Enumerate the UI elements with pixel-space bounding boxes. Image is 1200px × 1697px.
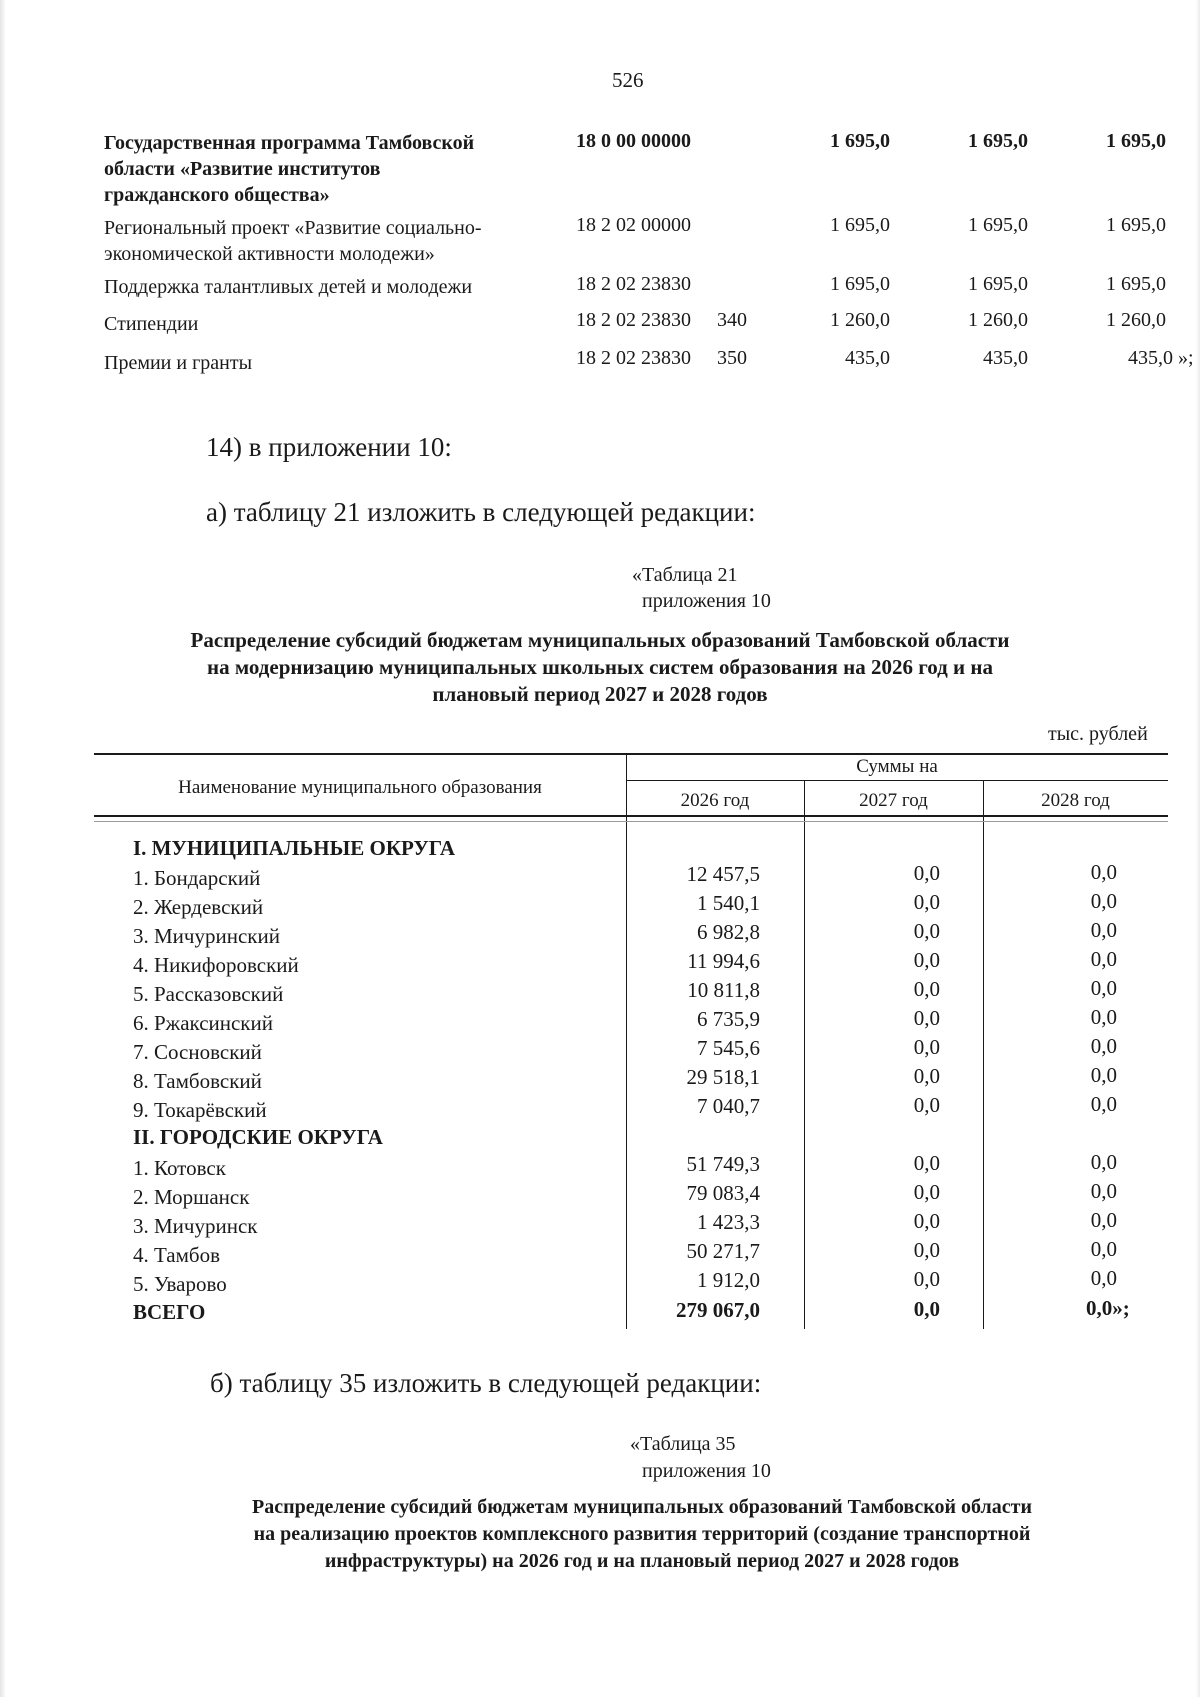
table21-header-2028: 2028 год xyxy=(1041,790,1110,811)
budget-row-2026: 1 695,0 xyxy=(830,130,890,152)
table21-row-2026: 12 457,5 xyxy=(686,862,760,886)
table21-row-2028: 0,0 xyxy=(1090,1237,1117,1261)
table21-title: Распределение субсидий бюджетам муниципальных образований Тамбовской области на модернизацию муниципальных школьных систем образования на 2026 год и на плановый период 2027 и 2028 годов xyxy=(190,628,1010,706)
table21-body-top xyxy=(94,821,1168,822)
table21-row-2026: 7 040,7 xyxy=(697,1094,760,1118)
table21-row-2027: 0,0 xyxy=(913,948,940,972)
table21-sums-divider xyxy=(626,780,1168,781)
table21-row-2027: 0,0 xyxy=(913,1035,940,1059)
table21-row-2027: 0,0 xyxy=(913,1238,940,1262)
table21-row-2027: 0,0 xyxy=(913,1151,940,1175)
table21-row-2027: 0,0 xyxy=(913,1006,940,1030)
table21-header-name: Наименование муниципального образования xyxy=(178,777,542,798)
table21-row-2028: 0,0 xyxy=(1090,1063,1117,1087)
table21-row-2028: 0,0 xyxy=(1090,947,1117,971)
table21-row-name: 2. Моршанск xyxy=(133,1185,250,1209)
table21-caption-line1: «Таблица 21 xyxy=(632,564,738,586)
table21-row-2028: 0,0 xyxy=(1090,1179,1117,1203)
budget-row-2028: 1 695,0 xyxy=(1106,273,1166,295)
budget-row-2028: 1 260,0 xyxy=(1106,309,1166,331)
budget-row-2028: 1 695,0 xyxy=(1106,214,1166,236)
table21-total-2027: 0,0 xyxy=(913,1297,940,1321)
table21-row-2027: 0,0 xyxy=(913,1064,940,1088)
table21-row-2028: 0,0 xyxy=(1090,1005,1117,1029)
budget-row-2027: 1 695,0 xyxy=(968,130,1028,152)
table21-row-2027: 0,0 xyxy=(913,919,940,943)
table35-title: Распределение субсидий бюджетам муниципальных образований Тамбовской области на реализацию проектов комплексного развития территорий (создание транспортной инфраструктуры) на 2026 год и на плановый период 2027 и 2028 годов xyxy=(252,1496,1032,1572)
table21-top-border xyxy=(94,753,1168,755)
budget-row-code: 18 2 02 23830 xyxy=(576,273,691,295)
table21-row-name: 9. Токарёвский xyxy=(133,1098,267,1122)
table21-caption-line2: приложения 10 xyxy=(642,590,771,612)
table21-row-name: 8. Тамбовский xyxy=(133,1069,262,1093)
table21-row-name: 3. Мичуринский xyxy=(133,924,280,948)
budget-row-name: Стипендии xyxy=(104,313,199,335)
budget-row-code: 18 2 02 23830 xyxy=(576,347,691,369)
table21-row-name: 4. Тамбов xyxy=(133,1243,221,1267)
budget-row-vr: 350 xyxy=(717,347,747,369)
table21-row-2027: 0,0 xyxy=(913,1180,940,1204)
table21-section-heading: II. ГОРОДСКИЕ ОКРУГА xyxy=(133,1125,383,1149)
table21-row-2028: 0,0 xyxy=(1090,1208,1117,1232)
budget-row-2026: 1 260,0 xyxy=(830,309,890,331)
table21-col-divider-1 xyxy=(626,753,627,1329)
table21-row-name: 5. Уварово xyxy=(133,1272,227,1296)
table35-caption-line1: «Таблица 35 xyxy=(630,1433,736,1455)
budget-row-name: Премии и гранты xyxy=(104,352,253,374)
scan-edge-left xyxy=(0,0,6,1697)
table21-row-2026: 1 423,3 xyxy=(697,1210,760,1234)
table21-header-sums: Суммы на xyxy=(856,756,938,777)
budget-row-2026: 435,0 xyxy=(845,347,890,369)
table21-row-2026: 50 271,7 xyxy=(686,1239,760,1263)
table21-row-2026: 10 811,8 xyxy=(687,978,760,1002)
table21-row-2026: 1 912,0 xyxy=(697,1268,760,1292)
table21-header-bottom xyxy=(94,815,1168,817)
table21-row-name: 6. Ржаксинский xyxy=(133,1011,273,1035)
scan-edge-right xyxy=(1196,0,1200,1697)
table21-row-2026: 7 545,6 xyxy=(697,1036,760,1060)
item-a-heading: а) таблицу 21 изложить в следующей редакции: xyxy=(206,497,756,527)
table21-row-2026: 6 735,9 xyxy=(697,1007,760,1031)
table21-total-2028: 0,0»; xyxy=(1086,1296,1130,1320)
table21-row-2026: 51 749,3 xyxy=(686,1152,760,1176)
budget-row-vr: 340 xyxy=(717,309,747,331)
table21-col-divider-3 xyxy=(983,780,984,1329)
budget-row-2027: 435,0 xyxy=(983,347,1028,369)
budget-row-2027: 1 260,0 xyxy=(968,309,1028,331)
table21-row-2028: 0,0 xyxy=(1090,889,1117,913)
page-number: 526 xyxy=(612,68,644,92)
budget-row-2027: 1 695,0 xyxy=(968,214,1028,236)
table21-units: тыс. рублей xyxy=(1048,723,1148,745)
table21-row-name: 1. Котовск xyxy=(133,1156,226,1180)
item-b-heading: б) таблицу 35 изложить в следующей редакции: xyxy=(210,1368,762,1398)
table21-row-2026: 1 540,1 xyxy=(697,891,760,915)
table21-row-2028: 0,0 xyxy=(1090,860,1117,884)
table21-row-2028: 0,0 xyxy=(1090,1034,1117,1058)
table21-total-2026: 279 067,0 xyxy=(676,1298,760,1322)
table21-row-name: 7. Сосновский xyxy=(133,1040,262,1064)
table21-header-2026: 2026 год xyxy=(680,790,750,811)
table35-caption-line2: приложения 10 xyxy=(642,1460,771,1482)
table21-row-2026: 11 994,6 xyxy=(687,949,760,973)
table21-row-2027: 0,0 xyxy=(913,1093,940,1117)
table21-row-2028: 0,0 xyxy=(1090,1092,1117,1116)
budget-row-code: 18 2 02 00000 xyxy=(576,214,691,236)
table21-row-2026: 6 982,8 xyxy=(697,920,760,944)
budget-row-2028: 435,0 »; xyxy=(1128,347,1194,369)
table21-row-name: 1. Бондарский xyxy=(133,866,261,890)
table21-row-2027: 0,0 xyxy=(913,861,940,885)
budget-row-code: 18 2 02 23830 xyxy=(576,309,691,331)
budget-row-name: Государственная программа Тамбовской области «Развитие институтов гражданского общества» xyxy=(104,132,475,206)
table21-row-name: 3. Мичуринск xyxy=(133,1214,258,1238)
budget-row-code: 18 0 00 00000 xyxy=(576,130,691,152)
table21-row-2027: 0,0 xyxy=(913,1209,940,1233)
table21-row-name: 4. Никифоровский xyxy=(133,953,299,977)
table21-row-2027: 0,0 xyxy=(913,890,940,914)
table21-header-2027: 2027 год xyxy=(859,790,928,811)
budget-row-name: Поддержка талантливых детей и молодежи xyxy=(104,276,473,298)
table21-row-2026: 79 083,4 xyxy=(686,1181,760,1205)
table21-section-heading: I. МУНИЦИПАЛЬНЫЕ ОКРУГА xyxy=(133,836,456,860)
table21-row-2028: 0,0 xyxy=(1090,1150,1117,1174)
table21-row-2027: 0,0 xyxy=(913,1267,940,1291)
table21-row-2028: 0,0 xyxy=(1090,976,1117,1000)
table21-row-2028: 0,0 xyxy=(1090,1266,1117,1290)
table21-col-divider-2 xyxy=(804,780,805,1329)
item-14-heading: 14) в приложении 10: xyxy=(206,432,452,462)
table21-row-2028: 0,0 xyxy=(1090,918,1117,942)
table21-total-label: ВСЕГО xyxy=(133,1300,206,1324)
budget-row-2028: 1 695,0 xyxy=(1106,130,1166,152)
table21-row-2027: 0,0 xyxy=(913,977,940,1001)
budget-row-name: Региональный проект «Развитие социально- экономической активности молодежи» xyxy=(104,217,482,265)
budget-row-2027: 1 695,0 xyxy=(968,273,1028,295)
budget-row-2026: 1 695,0 xyxy=(830,214,890,236)
table21-row-name: 5. Рассказовский xyxy=(133,982,284,1006)
table21-row-name: 2. Жердевский xyxy=(133,895,264,919)
budget-row-2026: 1 695,0 xyxy=(830,273,890,295)
table21-row-2026: 29 518,1 xyxy=(686,1065,760,1089)
